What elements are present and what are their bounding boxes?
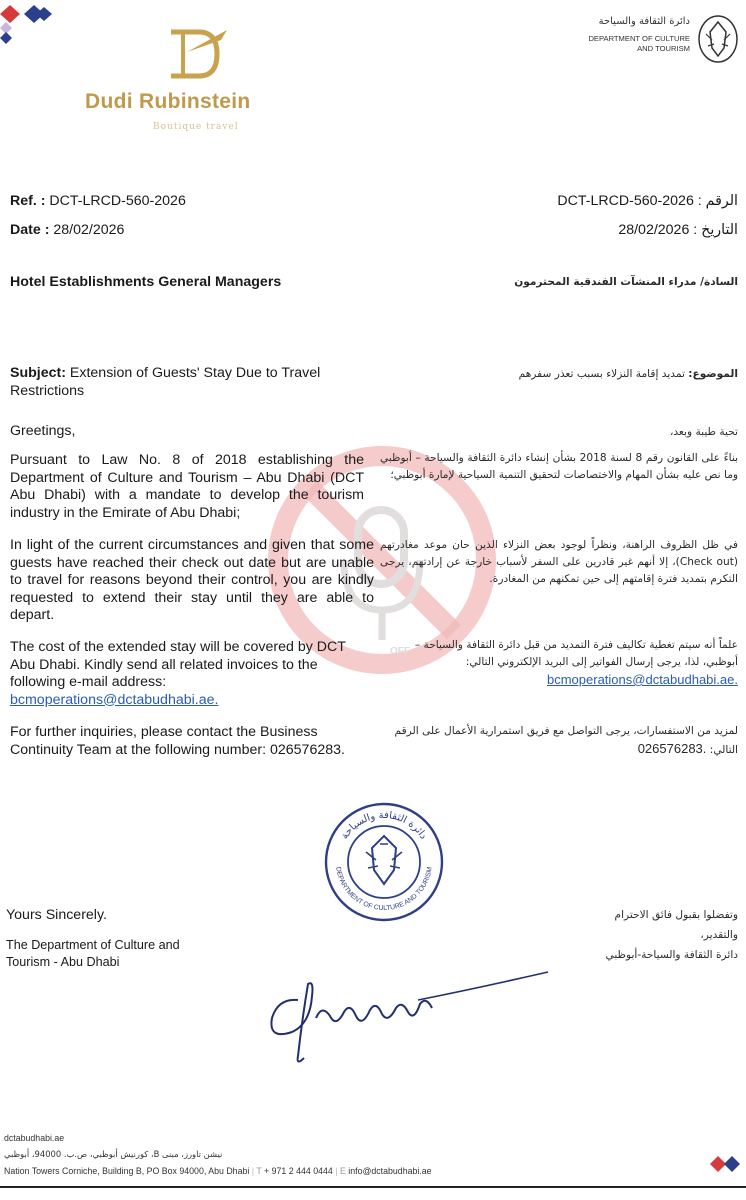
closing-arabic-line-2: والتقدير، <box>700 929 738 941</box>
business-continuity-number-arabic: 026576283. <box>637 741 707 756</box>
paragraph-circumstances: In light of the current circumstances and given that some guests have reached their check out date but are unable to travel for reasons beyond their control, you are kindly requested to extend their stay until they are able to depart. <box>10 537 374 623</box>
handwritten-signature <box>258 960 558 1070</box>
invoice-email-link[interactable]: bcmoperations@dctabudhabi.ae. <box>10 691 219 708</box>
recipient: Hotel Establishments General Managers <box>10 274 282 290</box>
stamp-text-english: DEPARTMENT OF CULTURE AND TOURISM <box>334 866 434 913</box>
subject <box>10 365 360 400</box>
falcon-emblem-icon <box>696 14 740 64</box>
corner-decoration-bottom-right <box>706 1150 746 1180</box>
subject-label-arabic: الموضوع: <box>688 368 738 380</box>
dct-logo <box>540 14 740 68</box>
closing-arabic <box>538 905 738 965</box>
watermark-label: OFF <box>390 646 410 657</box>
paragraph-inquiries <box>10 724 365 759</box>
ref-line <box>10 193 186 211</box>
dct-name-arabic: دائرة الثقافة والسياحة <box>598 16 690 27</box>
footer-divider <box>0 1186 746 1188</box>
closing-arabic-line-3: دائرة الثقافة والسياحة-أبوظبي <box>605 949 738 961</box>
paragraph-law-arabic: بناءً على القانون رقم 8 لسنة 2018 بشأن إنشاء دائرة الثقافة والسياحة – أبوظبي وما نص عليه بشأن المهام والاختصاصات لتحقيق التنمية السياحية لإمارة أبوظبي؛ <box>380 452 739 481</box>
footer-contact-line: Nation Towers Corniche, Building B, PO Box 94000, Abu Dhabi | T + 971 2 444 0444 | E info@dctabudhabi.ae <box>4 1166 432 1176</box>
closing-salutation: Yours Sincerely. <box>6 907 107 923</box>
paragraph-inquiries-text: For further inquiries, please contact the Business Continuity Team at the following number: <box>10 724 318 758</box>
paragraph-inquiries-text-arabic: لمزيد من الاستفسارات، يرجى التواصل مع فريق استمرارية الأعمال على الرقم التالي: <box>394 725 738 756</box>
paragraph-law: Pursuant to Law No. 8 of 2018 establishing the Department of Culture and Tourism – Abu Dhabi (DCT Abu Dhabi) with a mandate to develop the tourism industry in the Emirate of Abu Dhabi; <box>10 452 364 521</box>
signatory-line-1: The Department of Culture and <box>6 938 180 952</box>
subject-text: Extension of Guests' Stay Due to Travel Restrictions <box>10 365 321 399</box>
greeting: Greetings, <box>10 423 76 439</box>
recipient-arabic: السادة/ مدراء المنشآت الفندقية المحترمون <box>514 276 738 288</box>
stamp-text-arabic: دائرة الثقافة والسياحة <box>339 809 429 842</box>
footer-website: dctabudhabi.ae <box>4 1133 65 1143</box>
subject-label: Subject: <box>10 365 66 381</box>
ref-label: Ref. : <box>10 193 46 209</box>
date-label: Date : <box>10 222 50 238</box>
invoice-email-link-arabic[interactable]: bcmoperations@dctabudhabi.ae. <box>547 672 738 687</box>
subject-text-arabic: تمديد إقامة النزلاء بسبب تعذر سفرهم <box>518 368 685 380</box>
brand-name: Dudi Rubinstein <box>85 90 251 113</box>
dct-name-english-line2: AND TOURISM <box>637 44 690 53</box>
greeting-arabic: تحية طيبة وبعد، <box>669 426 738 438</box>
footer-address-arabic: نيشن تاورز، مبنى B، كورنيش أبوظبي، ص.ب. 94000، أبوظبي <box>4 1149 223 1159</box>
ref-value: DCT-LRCD-560-2026 <box>49 193 186 209</box>
footer-phone-label: T <box>256 1166 262 1176</box>
paragraph-invoices-arabic <box>380 637 738 690</box>
brand-monogram-icon <box>155 22 235 84</box>
business-continuity-number: 026576283. <box>270 741 345 758</box>
signatory <box>6 937 180 971</box>
footer-email-label: E <box>339 1166 346 1176</box>
brand-tagline: Boutique travel <box>153 122 239 132</box>
paragraph-circumstances-arabic: في ظل الظروف الراهنة، ونظراً لوجود بعض النزلاء الذين حان موعد مغادرتهم (Check out)، إلا أنهم غير قادرين على السفر لأسباب خارجة عن إرادتهم، يرجى التكرم بتمديد فترة إقامتهم إلى حين تمكنهم من المغادرة. <box>380 539 739 585</box>
stamp-falcon-icon <box>366 836 402 884</box>
signatory-line-2: Tourism - Abu Dhabi <box>6 955 120 969</box>
date-line <box>10 222 124 240</box>
footer-address: Nation Towers Corniche, Building B, PO Box 94000, Abu Dhabi <box>4 1166 250 1176</box>
ref-line-arabic: الرقم : DCT-LRCD-560-2026 <box>557 193 738 209</box>
date-value: 28/02/2026 <box>53 222 125 238</box>
brand-logo <box>85 22 305 142</box>
paragraph-inquiries-arabic <box>380 723 738 759</box>
subject-arabic <box>398 366 738 383</box>
paragraph-invoices-text-arabic: علماً أنه سيتم تغطية تكاليف فترة التمديد من قبل دائرة الثقافة والسياحة – أبوظبي، لذا، يرجى إرسال الفواتير إلى البريد الإلكتروني التالي: <box>414 639 738 668</box>
closing-arabic-line-1: وتفضلوا بقبول فائق الاحترام <box>614 909 738 921</box>
dct-name-english-line1: DEPARTMENT OF CULTURE <box>588 34 690 43</box>
footer-phone: + 971 2 444 0444 <box>264 1166 333 1176</box>
corner-decoration-top-left <box>0 0 60 60</box>
footer-email: info@dctabudhabi.ae <box>348 1166 432 1176</box>
date-line-arabic: التاريخ : 28/02/2026 <box>618 222 738 238</box>
official-stamp <box>322 800 446 924</box>
paragraph-invoices <box>10 639 365 709</box>
paragraph-invoices-text: The cost of the extended stay will be covered by DCT Abu Dhabi. Kindly send all related invoices to the following e-mail address: <box>10 639 346 690</box>
